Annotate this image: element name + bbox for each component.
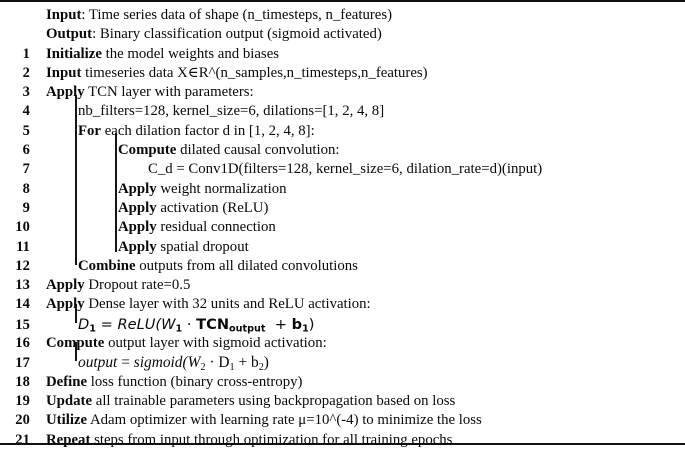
line-number: 12 [15,257,30,274]
formula-bias-subscript: 1 [302,323,309,335]
step-keyword: Combine [78,257,136,274]
formula-dense-output: D [218,354,230,372]
formula-bias: b [251,354,259,372]
step-keyword: Apply [118,180,157,197]
algorithm-step [0,334,685,353]
step-text [30,411,685,430]
step-text [30,334,685,353]
line-number: 11 [16,238,30,255]
algorithm-step [0,199,685,218]
formula-tcn: TCN [196,315,230,333]
step-keyword: Utilize [46,412,88,429]
algorithm-step [0,353,685,372]
formula-close-paren: ) [263,354,269,372]
algorithm-step [0,160,685,179]
step-keyword: Compute [118,142,177,159]
step-text [30,180,685,199]
step-text [30,83,685,102]
step-body: each dilation factor d in [1, 2, 4, 8]: [101,122,315,139]
algorithm-header-output [0,25,685,44]
header-input-label: Input [46,7,82,23]
algorithm-step [0,218,685,237]
step-text [30,64,685,83]
line-number: 7 [22,161,30,178]
line-number: 6 [22,142,30,159]
algorithm-step [0,373,685,392]
step-body: steps from input through optimization for all training epochs [90,431,453,448]
step-keyword: Define [46,373,88,390]
formula-lhs-subscript: 1 [89,323,96,335]
step-body: outputs from all dilated convolutions [135,257,358,274]
step-text [30,122,685,141]
algorithm-step [0,392,685,411]
step-keyword: Input [46,64,82,81]
header-input-text [30,6,685,25]
formula-weight: W [187,354,201,372]
formula-lhs: D [78,315,90,333]
step-body: C_d = Conv1D(filters=128, kernel_size=6, dilation_rate=d)(input) [148,161,543,178]
step-body: spatial dropout [156,238,249,255]
step-text [30,102,685,121]
line-number: 5 [22,122,30,139]
step-body: weight normalization [156,180,287,197]
step-body: the model weights and biases [101,45,280,62]
formula-lhs: output [78,354,118,372]
algorithm-step [0,122,685,141]
algorithm-step [0,102,685,121]
algorithm-step [0,141,685,160]
formula-equals: = [100,315,113,333]
algorithm-step [0,411,685,430]
algorithm-step [0,257,685,276]
step-body: loss function (binary cross-entropy) [87,373,303,390]
step-keyword: Repeat [46,431,91,448]
step-body: nb_filters=128, kernel_size=6, dilations=[1, 2, 4, 8] [78,103,385,120]
formula-dot: · [186,315,192,333]
step-keyword: For [78,122,102,139]
formula-plus: + [238,354,248,372]
step-text [30,431,685,450]
formula-dot: · [209,354,215,372]
formula-dense-subscript: 1 [229,362,235,374]
line-number: 8 [22,180,30,197]
line-number: 14 [15,296,30,313]
step-text [30,373,685,392]
step-keyword: Apply [118,219,157,236]
algorithm-step [0,45,685,64]
step-text [30,392,685,411]
line-number: 17 [15,355,30,372]
header-output-text [30,25,685,44]
step-body: Dense layer with 32 units and ReLU activation: [84,296,371,313]
step-text [30,257,685,276]
line-number: 10 [15,219,30,236]
step-keyword: Apply [46,296,85,313]
formula-function: sigmoid( [133,354,188,372]
step-body: activation (ReLU) [156,199,269,216]
line-number: 18 [15,373,30,390]
step-keyword: Apply [46,84,85,101]
step-keyword: Initialize [46,45,102,62]
algorithm-step [0,431,685,450]
step-text [30,295,685,314]
formula-equals: = [121,354,130,372]
formula-bias-subscript: 2 [258,362,264,374]
step-body: output layer with sigmoid activation: [104,335,327,352]
step-body: all trainable parameters using backpropagation based on loss [92,392,456,409]
algorithm-step [0,315,685,334]
formula-weight-subscript: 1 [175,323,183,335]
step-text [30,199,685,218]
line-number: 9 [22,199,30,216]
step-body: Dropout rate=0.5 [84,277,191,294]
step-body: residual connection [156,219,276,236]
formula-weight-subscript: 2 [200,362,206,374]
algorithm-step [0,83,685,102]
formula-tcn-subscript: output [229,323,266,335]
line-number: 20 [15,412,30,429]
step-keyword: Update [46,392,93,409]
line-number: 3 [22,84,30,101]
formula-bias: b [291,315,303,333]
step-keyword: Compute [46,335,105,352]
line-number: 1 [22,45,30,62]
formula-weight: W [161,315,176,333]
algorithm-step [0,64,685,83]
line-number: 16 [15,335,30,352]
algorithm-step [0,238,685,257]
formula-relu [78,316,314,333]
formula-function: ReLU( [117,315,162,333]
line-number: 19 [15,392,30,409]
algorithm-step [0,180,685,199]
formula-plus: + [274,315,287,333]
line-number: 21 [15,431,30,448]
step-body: Adam optimizer with learning rate μ=10^(-4) to minimize the loss [87,412,482,429]
step-text [30,238,685,257]
step-keyword: Apply [118,199,157,216]
formula-close-paren: ) [308,315,315,333]
line-number: 15 [15,316,30,333]
formula-sigmoid [78,354,269,374]
header-output-body: : Binary classification output (sigmoid activated) [92,26,382,43]
step-text [30,276,685,295]
line-number: 13 [15,277,30,294]
step-body: timeseries data X∈R^(n_samples,n_timesteps,n_features) [81,64,428,81]
algorithm-header-input [0,6,685,25]
step-text [30,218,685,237]
algorithm-step [0,276,685,295]
step-text [30,141,685,160]
step-text [30,45,685,64]
step-keyword: Apply [46,277,85,294]
step-keyword: Apply [118,238,157,255]
algorithm-step [0,295,685,314]
line-number: 4 [22,103,30,120]
step-body: TCN layer with parameters: [84,84,254,101]
header-input-body: : Time series data of shape (n_timesteps, n_features) [81,7,393,23]
header-output-label: Output [46,26,93,43]
step-text [30,160,685,179]
line-number: 2 [22,64,30,81]
step-body: dilated causal convolution: [176,142,340,159]
